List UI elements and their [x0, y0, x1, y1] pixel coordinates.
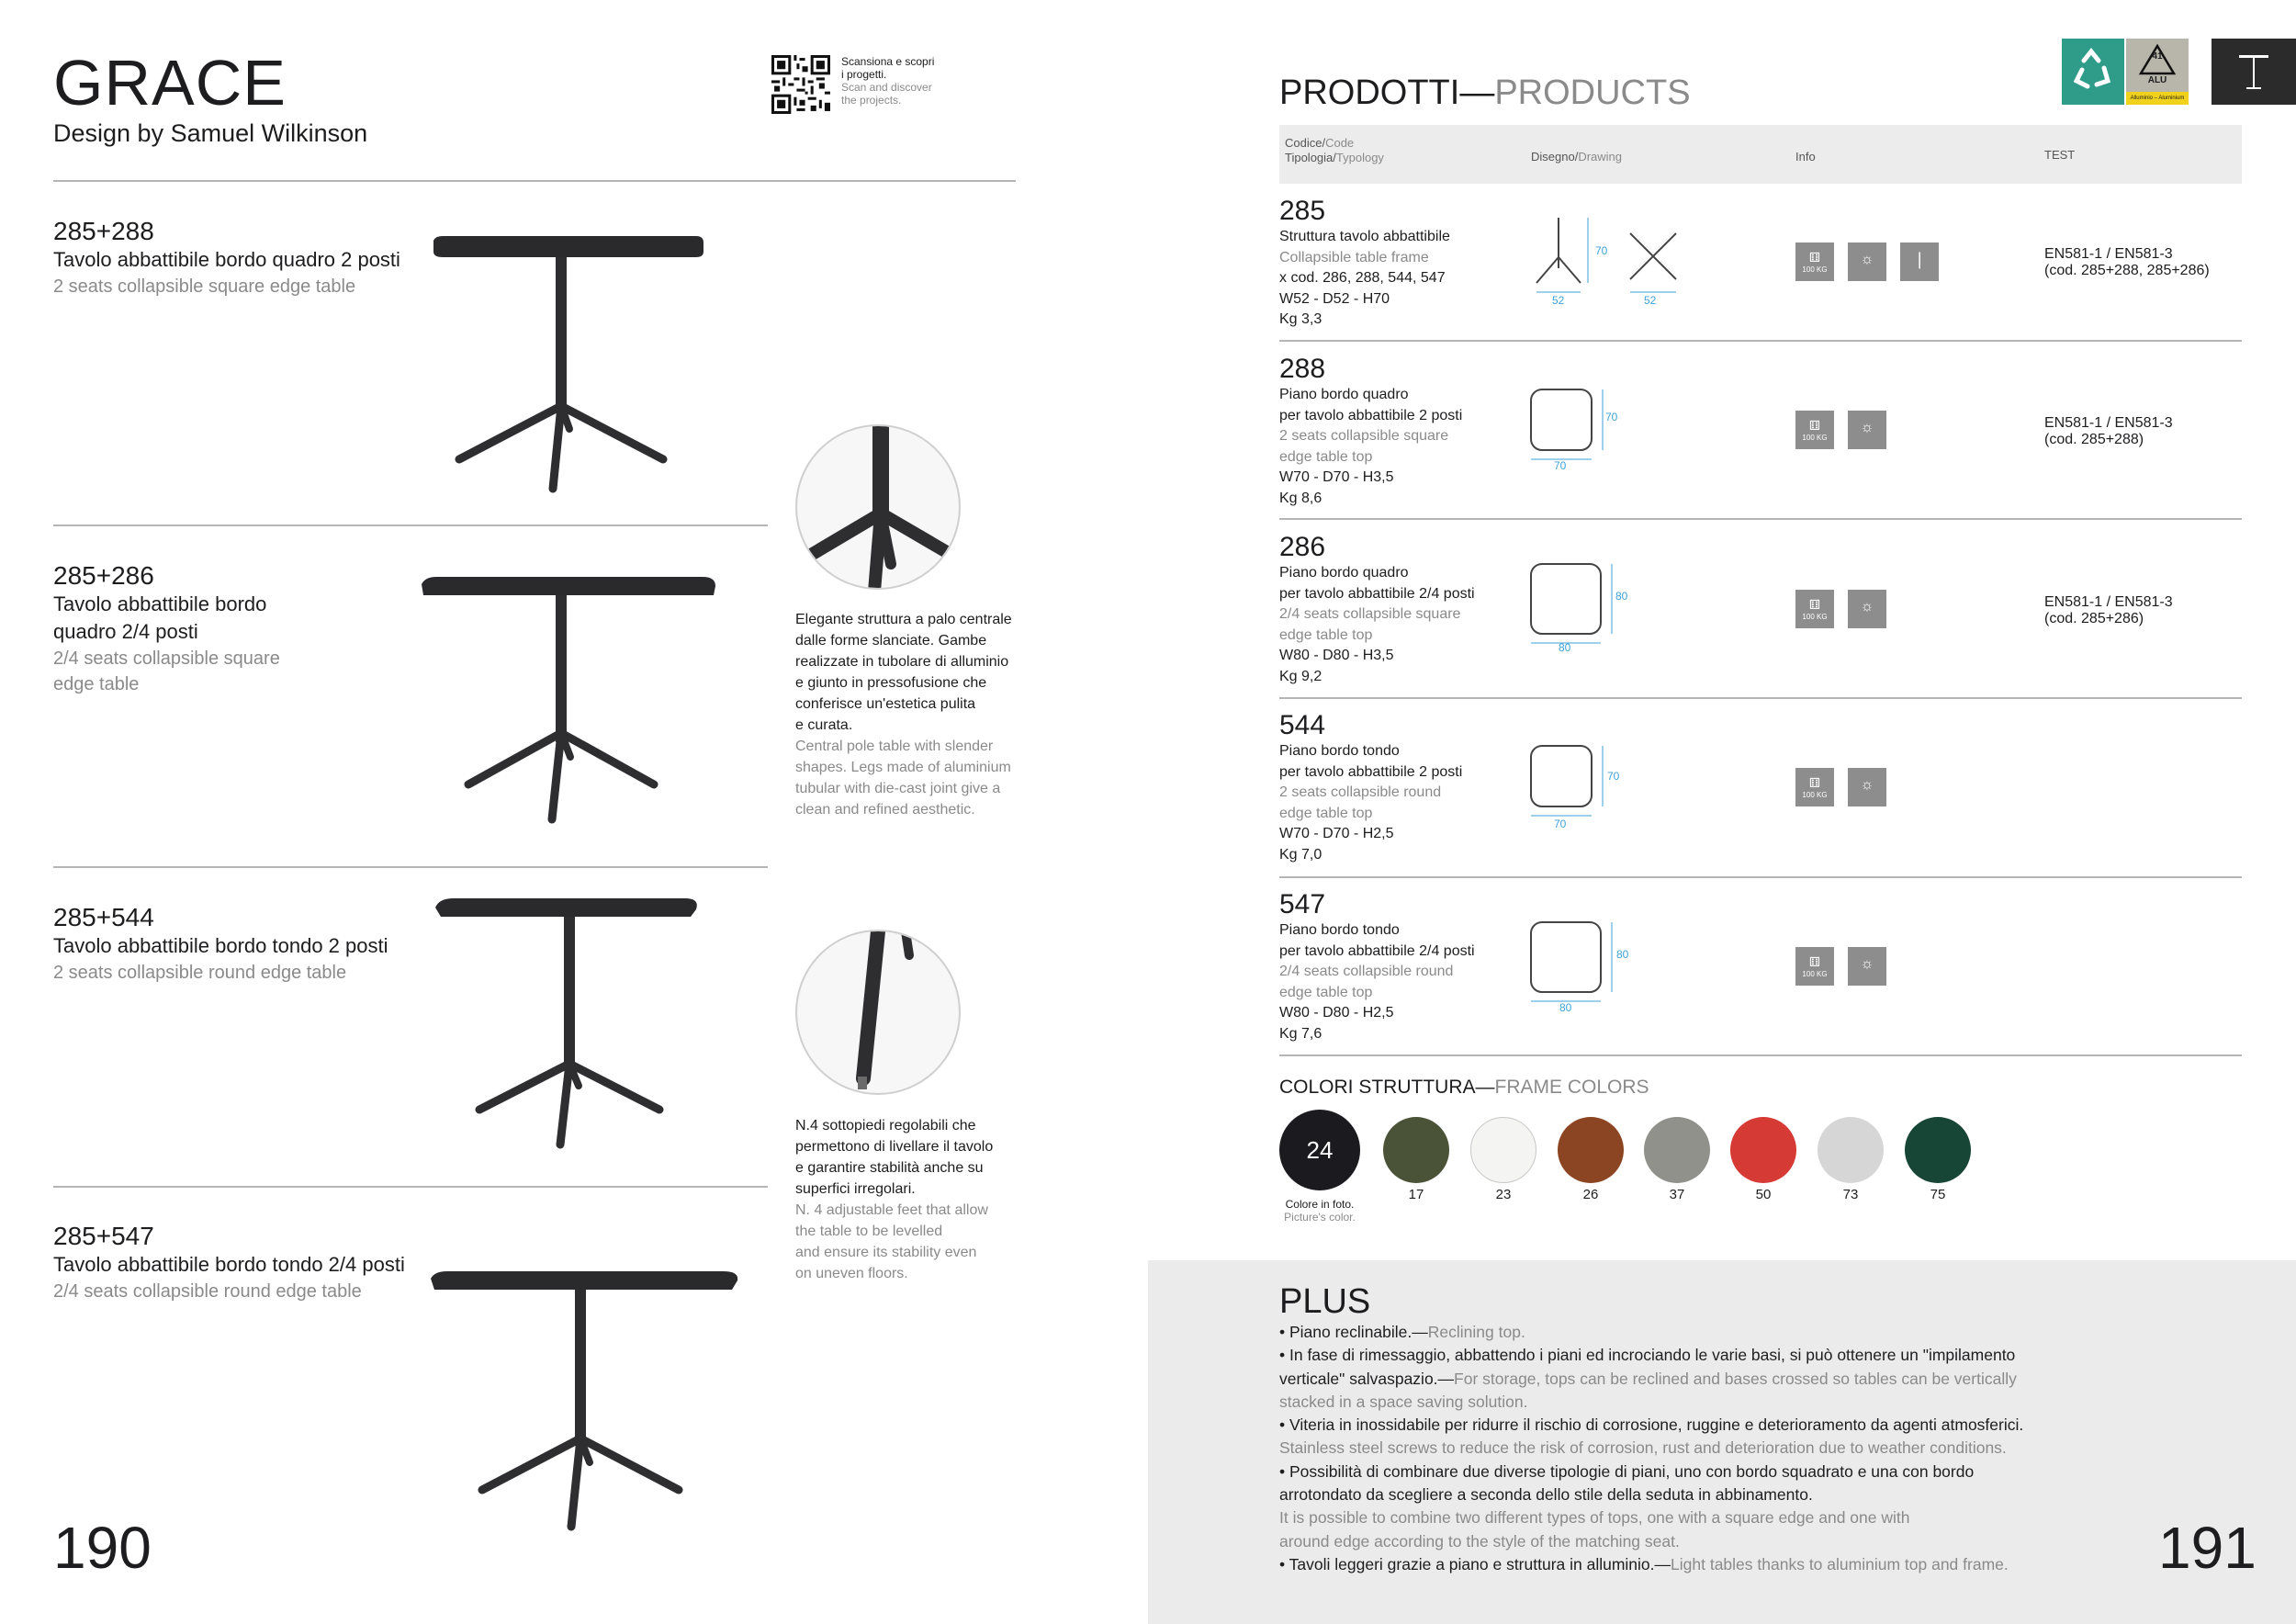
table-row-288 [1279, 354, 1462, 509]
plus-line-en: It is possible to combine two different types of tops, one with a square edge and one with [1279, 1508, 1910, 1528]
plus-line-it: arrotondato da scegliere a seconda dello stile della seduta in abbinamento. [1279, 1485, 1813, 1505]
row-line-it: per tavolo abbattibile 2 posti [1279, 763, 1463, 780]
plus-line-it: • In fase di rimessaggio, abbattendo i piani ed incrociando le varie basi, si può ottenere un "impilamento [1279, 1346, 2016, 1365]
product-285-288 [53, 217, 400, 299]
row-line: Kg 7,0 [1279, 846, 1322, 863]
dim-height: 80 [1615, 590, 1628, 603]
detail-1-it-line: e curata. [795, 717, 853, 733]
weather-resistant-icon: ☼ [1848, 411, 1886, 449]
table-285-288-image [422, 231, 716, 507]
detail-2-it-line: e garantire stabilità anche su [795, 1160, 984, 1176]
header-test: TEST [2044, 148, 2076, 162]
dim-height: 70 [1595, 244, 1608, 257]
row-line-en: 2 seats collapsible round [1279, 784, 1442, 800]
header-drawing [1531, 150, 1622, 164]
color-caption-en: Picture's color. [1284, 1211, 1356, 1224]
row-line-en: edge table top [1279, 984, 1373, 1000]
color-code-37: 37 [1669, 1187, 1685, 1202]
weather-resistant-icon: ☼ [1848, 947, 1886, 986]
plus-line-en: Reclining top. [1427, 1323, 1525, 1341]
detail-2-en-line: the table to be levelled [795, 1224, 943, 1239]
row-line: Kg 7,6 [1279, 1025, 1322, 1042]
plus-line-it: verticale" salvaspazio.— [1279, 1369, 1455, 1388]
alu-caption: Alluminio – Aluminium [2126, 92, 2189, 105]
detail-2-it-line: superfici irregolari. [795, 1181, 916, 1197]
color-code-26: 26 [1582, 1187, 1599, 1202]
row-line: W70 - D70 - H3,5 [1279, 469, 1394, 485]
weather-resistant-icon: ☼ [1848, 242, 1886, 281]
row-line-it: Piano bordo quadro [1279, 387, 1409, 402]
weather-resistant-icon: ☼ [1848, 768, 1886, 806]
designer-credit: Design by Samuel Wilkinson [53, 119, 368, 147]
load-100kg-icon: ⚅ 100 KG [1795, 590, 1834, 628]
header-info: Info [1795, 150, 1816, 164]
drawing-547 [1529, 919, 1630, 1010]
product-name-en: 2 seats collapsible square edge table [53, 276, 356, 297]
dim-width: 70 [1554, 459, 1567, 472]
row-line: W70 - D70 - H2,5 [1279, 826, 1394, 841]
product-name-it: Tavolo abbattibile bordo tondo 2 posti [53, 934, 388, 957]
icon-label: 100 KG [1802, 613, 1828, 621]
row-line: Kg 9,2 [1279, 668, 1322, 684]
row-line-en: 2/4 seats collapsible square [1279, 606, 1461, 622]
row-code: 544 [1279, 710, 1326, 740]
plus-line-en: Stainless steel screws to reduce the risk of corrosion, rust and deterioration due to weather conditions. [1279, 1438, 2007, 1458]
color-swatch-50[interactable] [1730, 1117, 1796, 1183]
qr-caption-en-1: Scan and discover [841, 81, 932, 94]
product-name-en: edge table [53, 674, 140, 694]
row-divider [1279, 697, 2242, 699]
plus-line-en: For storage, tops can be reclined and bases crossed so tables can be vertically [1454, 1369, 2017, 1388]
row-line-it: Piano bordo tondo [1279, 743, 1400, 759]
detail-2-en-line: on uneven floors. [795, 1266, 908, 1281]
dim-width: 80 [1559, 1001, 1572, 1014]
qr-caption-it-2: i progetti. [841, 68, 887, 81]
header-divider [53, 180, 1016, 182]
color-swatch-23[interactable] [1470, 1117, 1536, 1183]
row-line-it: per tavolo abbattibile 2/4 posti [1279, 585, 1475, 602]
qr-code[interactable] [771, 55, 830, 114]
test-line: (cod. 285+288, 285+286) [2044, 263, 2210, 278]
product-name-it: Tavolo abbattibile bordo [53, 592, 267, 615]
row-line-en: Collapsible table frame [1279, 249, 1429, 265]
dim-depth: 52 [1644, 294, 1657, 307]
table-285-544-image [432, 897, 707, 1154]
color-swatch-73[interactable] [1818, 1117, 1884, 1183]
detail-1-it-line: conferisce un'estetica pulita [795, 696, 976, 712]
product-divider [53, 866, 768, 868]
detail-text-2 [795, 1115, 1020, 1284]
load-100kg-icon: ⚅ 100 KG [1795, 411, 1834, 449]
products-title-it: PRODOTTI [1279, 73, 1460, 112]
table-285-547-image [427, 1269, 744, 1536]
color-caption [1279, 1198, 1360, 1224]
color-swatch-37[interactable] [1644, 1117, 1710, 1183]
detail-1-en-line: shapes. Legs made of aluminium [795, 760, 1011, 775]
row-divider [1279, 876, 2242, 878]
recycle-icon [2062, 39, 2124, 105]
frame-colors-title-it: COLORI STRUTTURA [1279, 1077, 1476, 1098]
frame-colors-title-en: FRAME COLORS [1494, 1077, 1649, 1098]
color-code-50: 50 [1755, 1187, 1772, 1202]
test-line: EN581-1 / EN581-3 [2044, 246, 2173, 262]
product-name-it: Tavolo abbattibile bordo quadro 2 posti [53, 248, 400, 271]
products-title-dash: — [1459, 73, 1495, 112]
plus-list [1279, 1321, 2234, 1576]
drawing-544 [1529, 742, 1621, 825]
row-line-it: per tavolo abbattibile 2/4 posti [1279, 942, 1475, 959]
plus-line-en: stacked in a space saving solution. [1279, 1392, 1528, 1411]
plus-title: PLUS [1279, 1282, 1371, 1321]
aluminium-badge [2126, 39, 2189, 105]
color-code-75: 75 [1930, 1187, 1946, 1202]
qr-code-icon [771, 55, 830, 114]
icon-label: 100 KG [1802, 434, 1828, 442]
collapsible-icon: ❘ [1900, 242, 1939, 281]
product-285-286 [53, 561, 280, 697]
product-divider [53, 524, 768, 526]
detail-1-en-line: tubular with die-cast joint give a [795, 781, 1001, 796]
color-code-73: 73 [1842, 1187, 1859, 1202]
color-caption-it: Colore in foto. [1285, 1198, 1355, 1211]
weather-resistant-icon: ☼ [1848, 590, 1886, 628]
row-code: 285 [1279, 196, 1326, 226]
dim-height: 70 [1607, 770, 1620, 783]
detail-1-it-line: e giunto in pressofusione che [795, 675, 987, 691]
header-drawing-en: Drawing [1578, 150, 1622, 164]
row-code: 547 [1279, 889, 1326, 919]
row-line-en: edge table top [1279, 626, 1373, 643]
test-line: (cod. 285+286) [2044, 611, 2144, 626]
color-code-24: 24 [1306, 1136, 1334, 1164]
header-type-en: Typology [1335, 151, 1384, 164]
alu-label: ALU [2147, 75, 2167, 85]
row-line: W80 - D80 - H3,5 [1279, 648, 1394, 663]
header-drawing-it: Disegno/ [1531, 150, 1579, 164]
header-code-en: Code [1325, 136, 1355, 150]
qr-caption-en-2: the projects. [841, 94, 902, 107]
row-code: 288 [1279, 354, 1326, 384]
alu-number: 41 [2152, 51, 2163, 62]
row-line: Kg 3,3 [1279, 311, 1322, 327]
color-code-17: 17 [1408, 1187, 1424, 1202]
test-line: EN581-1 / EN581-3 [2044, 415, 2173, 431]
detail-1-en-line: clean and refined aesthetic. [795, 802, 975, 818]
row-divider [1279, 1054, 2242, 1056]
row-code: 286 [1279, 532, 1326, 562]
page-number-left: 190 [53, 1515, 152, 1581]
drawing-288 [1529, 386, 1621, 468]
dim-width: 52 [1552, 294, 1565, 307]
icon-label: 100 KG [1802, 265, 1828, 274]
table-icon [2212, 39, 2296, 105]
dim-width: 70 [1554, 818, 1567, 830]
test-285 [2044, 246, 2210, 279]
plus-line-it: • Piano reclinabile.— [1279, 1323, 1428, 1341]
product-285-544 [53, 903, 388, 986]
plus-line-it: • Tavoli leggeri grazie a piano e struttura in alluminio.— [1279, 1554, 1671, 1573]
row-line-it: Struttura tavolo abbattibile [1279, 229, 1450, 244]
detail-2-it-line: permettono di livellare il tavolo [795, 1139, 994, 1155]
header-type-it: Tipologia/ [1285, 151, 1336, 164]
row-line: x cod. 286, 288, 544, 547 [1279, 270, 1446, 286]
row-line-en: edge table top [1279, 448, 1373, 465]
color-swatch-75[interactable] [1905, 1117, 1971, 1183]
test-line: (cod. 285+288) [2044, 432, 2144, 447]
product-name-en: 2 seats collapsible round edge table [53, 963, 347, 983]
dim-width: 80 [1559, 641, 1571, 654]
test-line: EN581-1 / EN581-3 [2044, 594, 2173, 610]
row-line-it: Piano bordo tondo [1279, 922, 1400, 938]
detail-1-it-line: dalle forme slanciate. Gambe [795, 633, 987, 648]
detail-1-it-line: Elegante struttura a palo centrale [795, 612, 1012, 627]
qr-caption-it-1: Scansiona e scopri [841, 55, 935, 68]
row-line-en: edge table top [1279, 805, 1373, 821]
plus-line-it: • Possibilità di combinare due diverse tipologie di piani, uno con bordo squadrato e una con bordo [1279, 1461, 1975, 1481]
frame-colors-title [1279, 1077, 1649, 1099]
detail-2-it-line: N.4 sottopiedi regolabili che [795, 1118, 976, 1133]
product-code: 285+288 [53, 217, 154, 245]
test-288 [2044, 415, 2173, 448]
drawing-286 [1529, 560, 1630, 652]
detail-text-1 [795, 609, 1020, 820]
products-title [1279, 73, 1691, 113]
product-name-en: 2/4 seats collapsible square [53, 648, 280, 669]
load-100kg-icon: ⚅ 100 KG [1795, 242, 1834, 281]
product-name-it: Tavolo abbattibile bordo tondo 2/4 posti [53, 1253, 405, 1276]
color-swatch-26[interactable] [1558, 1117, 1624, 1183]
detail-1-en-line: Central pole table with slender [795, 739, 994, 754]
plus-line-en: Light tables thanks to aluminium top and frame. [1671, 1554, 2009, 1573]
detail-2-en-line: and ensure its stability even [795, 1245, 977, 1260]
row-line: Kg 8,6 [1279, 490, 1322, 506]
dim-height: 70 [1605, 411, 1618, 423]
row-line-en: 2/4 seats collapsible round [1279, 964, 1454, 979]
row-line-it: per tavolo abbattibile 2 posti [1279, 407, 1463, 423]
detail-1-it-line: realizzate in tubolare di alluminio [795, 654, 1009, 670]
product-name-it: quadro 2/4 posti [53, 620, 198, 643]
header-code [1285, 136, 1384, 165]
table-row-547 [1279, 889, 1475, 1044]
row-line-it: Piano bordo quadro [1279, 565, 1409, 581]
detail-joint-image [795, 424, 961, 590]
table-type-badge [2212, 39, 2296, 105]
row-line: W52 - D52 - H70 [1279, 290, 1390, 307]
color-swatch-17[interactable] [1383, 1117, 1449, 1183]
header-code-it: Codice/ [1285, 136, 1326, 150]
product-name-en: 2/4 seats collapsible round edge table [53, 1281, 362, 1302]
row-line: W80 - D80 - H2,5 [1279, 1005, 1394, 1021]
icon-label: 100 KG [1802, 970, 1828, 978]
qr-caption [841, 55, 934, 107]
page-number-right: 191 [2158, 1515, 2257, 1581]
row-line-en: 2 seats collapsible square [1279, 428, 1449, 444]
test-286 [2044, 594, 2173, 627]
product-divider [53, 1186, 768, 1188]
plus-line-en: around edge according to the style of the matching seat. [1279, 1531, 1680, 1551]
icon-label: 100 KG [1802, 791, 1828, 799]
products-table-header [1279, 125, 2242, 184]
color-code-23: 23 [1495, 1187, 1512, 1202]
product-code: 285+544 [53, 903, 154, 931]
detail-foot-image [795, 930, 961, 1095]
table-row-286 [1279, 532, 1475, 687]
product-code: 285+286 [53, 561, 154, 590]
recycle-badge [2062, 39, 2124, 105]
table-row-544 [1279, 710, 1462, 865]
detail-2-en-line: N. 4 adjustable feet that allow [795, 1202, 988, 1218]
load-100kg-icon: ⚅ 100 KG [1795, 768, 1834, 806]
table-row-285 [1279, 196, 1450, 331]
product-285-547 [53, 1222, 405, 1304]
drawing-285 [1529, 213, 1694, 305]
row-divider [1279, 518, 2242, 520]
frame-colors-title-dash: — [1475, 1077, 1495, 1098]
products-title-en: PRODUCTS [1494, 73, 1691, 112]
plus-section [1148, 1260, 2296, 1624]
collection-title: GRACE [53, 47, 287, 118]
plus-line-it: • Viteria in inossidabile per ridurre il rischio di corrosione, ruggine e deterioramento da agenti atmosferici. [1279, 1415, 2024, 1435]
dim-height: 80 [1616, 948, 1629, 961]
load-100kg-icon: ⚅ 100 KG [1795, 947, 1834, 986]
table-285-286-image [418, 575, 721, 832]
row-divider [1279, 340, 2242, 342]
product-code: 285+547 [53, 1222, 154, 1250]
